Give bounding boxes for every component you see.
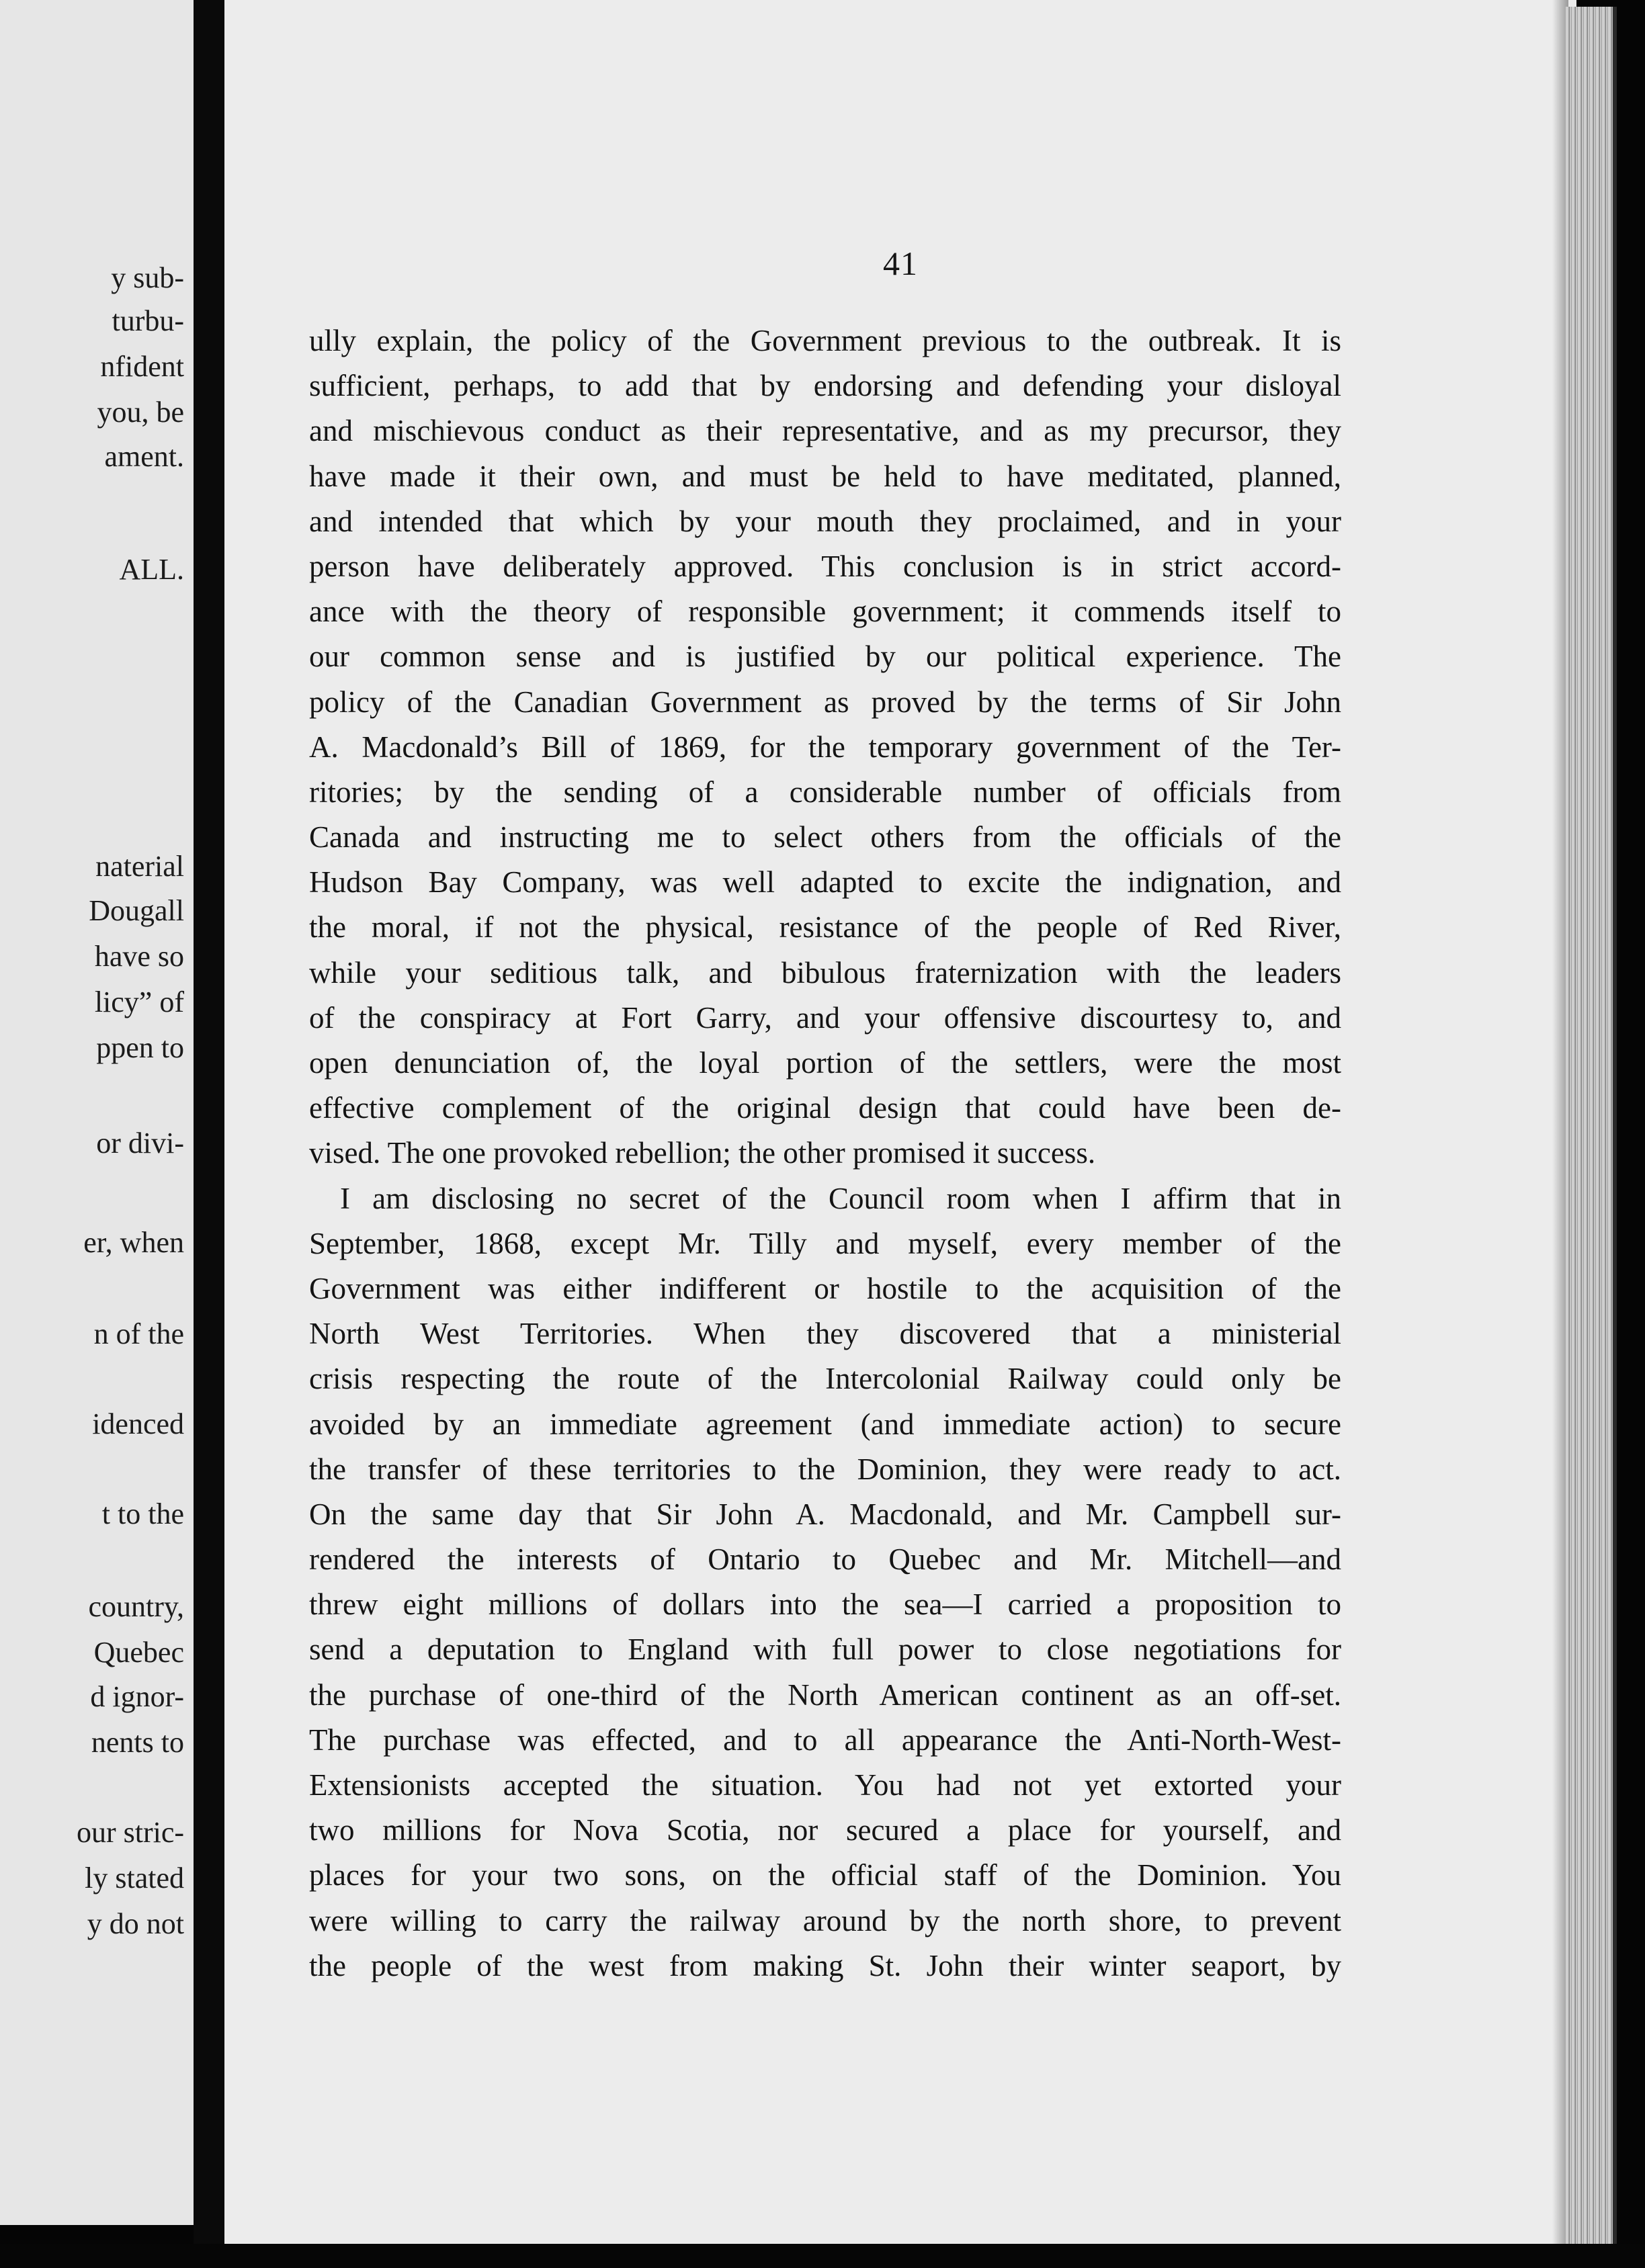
left-page-fragment: nfident	[100, 350, 184, 383]
left-page-fragment: licy” of	[94, 986, 184, 1018]
left-page-fragment: Quebec	[93, 1636, 184, 1669]
text-line: send a deputation to England with full power to close negotiations for	[309, 1632, 1341, 1667]
page-number: 41	[883, 245, 918, 282]
text-line: person have deliberately approved. This conclusion is in strict accord-	[309, 549, 1341, 583]
left-page-fragment: y do not	[87, 1907, 184, 1940]
left-page-fragment: naterial	[95, 850, 184, 883]
text-line: ance with the theory of responsible government; it commends itself to	[309, 595, 1341, 629]
text-line: The purchase was effected, and to all appearance the Anti-North-West-	[309, 1722, 1341, 1757]
text-line: policy of the Canadian Government as proved by the terms of Sir John	[309, 685, 1341, 719]
left-page-fragment: Dougall	[89, 894, 184, 927]
left-page-fragment: have so	[94, 940, 184, 973]
text-line: September, 1868, except Mr. Tilly and myself, every member of the	[309, 1226, 1341, 1260]
left-page-fragment: n of the	[93, 1317, 184, 1350]
left-page-fragment: t to the	[101, 1497, 184, 1530]
text-line: crisis respecting the route of the Intercolonial Railway could only be	[309, 1362, 1341, 1396]
text-line: On the same day that Sir John A. Macdonald, and Mr. Campbell sur-	[309, 1497, 1341, 1531]
text-line: Canada and instructing me to select others from the officials of the	[309, 820, 1341, 855]
text-line: I am disclosing no secret of the Council room when I affirm that in	[340, 1181, 1341, 1215]
scan-border	[0, 2244, 1645, 2268]
left-page-fragment: ppen to	[96, 1031, 184, 1064]
text-line: ully explain, the policy of the Government previous to the outbreak. It is	[309, 324, 1341, 357]
text-line: sufficient, perhaps, to add that by endorsing and defending your disloyal	[309, 369, 1341, 403]
left-page-fragment: ly stated	[85, 1862, 184, 1894]
left-page-fragment: idenced	[92, 1407, 184, 1440]
page-edges	[1566, 7, 1617, 2244]
text-line: while your seditious talk, and bibulous fraternization with the leaders	[309, 955, 1341, 990]
text-line: Hudson Bay Company, was well adapted to excite the indignation, and	[309, 865, 1341, 900]
text-line: effective complement of the original design that could have been de-	[309, 1091, 1341, 1125]
text-line: were willing to carry the railway around by the north shore, to prevent	[309, 1903, 1341, 1937]
text-line: A. Macdonald’s Bill of 1869, for the temporary government of the Ter-	[309, 730, 1341, 764]
left-page-fragment: or divi-	[96, 1127, 184, 1160]
left-page-fragment: ament.	[104, 440, 184, 473]
book-gutter	[194, 0, 224, 2268]
text-line: the purchase of one-third of the North American continent as an off-set.	[309, 1677, 1341, 1712]
left-facing-page	[0, 0, 194, 2225]
text-line: threw eight millions of dollars into the sea—I carried a proposition to	[309, 1587, 1341, 1622]
text-line: vised. The one provoked rebellion; the other promised it success.	[309, 1136, 1096, 1170]
text-line: our common sense and is justified by our political experience. The	[309, 640, 1341, 674]
left-page-fragment: nents to	[91, 1726, 184, 1759]
left-page-fragment: our stric-	[76, 1816, 184, 1849]
left-page-fragment: you, be	[97, 396, 184, 429]
text-line: and mischievous conduct as their representative, and as my precursor, they	[309, 414, 1341, 448]
left-page-fragment: turbu-	[112, 304, 184, 337]
text-line: ritories; by the sending of a considerable number of officials from	[309, 775, 1341, 809]
text-line: Extensionists accepted the situation. You had not yet extorted your	[309, 1768, 1341, 1802]
text-line: the moral, if not the physical, resistance of the people of Red River,	[309, 910, 1341, 945]
text-line: open denunciation of, the loyal portion of the settlers, were the most	[309, 1046, 1341, 1080]
text-line: two millions for Nova Scotia, nor secured a place for yourself, and	[309, 1813, 1341, 1847]
text-line: have made it their own, and must be held to have meditated, planned,	[309, 459, 1341, 493]
left-page-fragment: er, when	[83, 1226, 184, 1259]
text-line: Government was either indifferent or hostile to the acquisition of the	[309, 1271, 1341, 1305]
text-line: North West Territories. When they discovered that a ministerial	[309, 1317, 1341, 1351]
text-line: the people of the west from making St. John their winter seaport, by	[309, 1948, 1341, 1982]
text-line: avoided by an immediate agreement (and immediate action) to secure	[309, 1407, 1341, 1441]
text-line: of the conspiracy at Fort Garry, and your offensive discourtesy to, and	[309, 1000, 1341, 1035]
left-page-fragment: y sub-	[111, 261, 184, 294]
body-text	[309, 318, 1341, 1989]
text-line: the transfer of these territories to the Dominion, they were ready to act.	[309, 1452, 1341, 1486]
text-line: places for your two sons, on the official staff of the Dominion. You	[309, 1858, 1341, 1892]
text-line: rendered the interests of Ontario to Quebec and Mr. Mitchell—and	[309, 1542, 1341, 1577]
text-line: and intended that which by your mouth they proclaimed, and in your	[309, 504, 1341, 538]
left-page-fragment: country,	[88, 1590, 184, 1623]
left-page-fragment: ALL.	[119, 553, 184, 586]
main-page	[224, 0, 1576, 2249]
left-page-fragment: d ignor-	[90, 1680, 184, 1713]
